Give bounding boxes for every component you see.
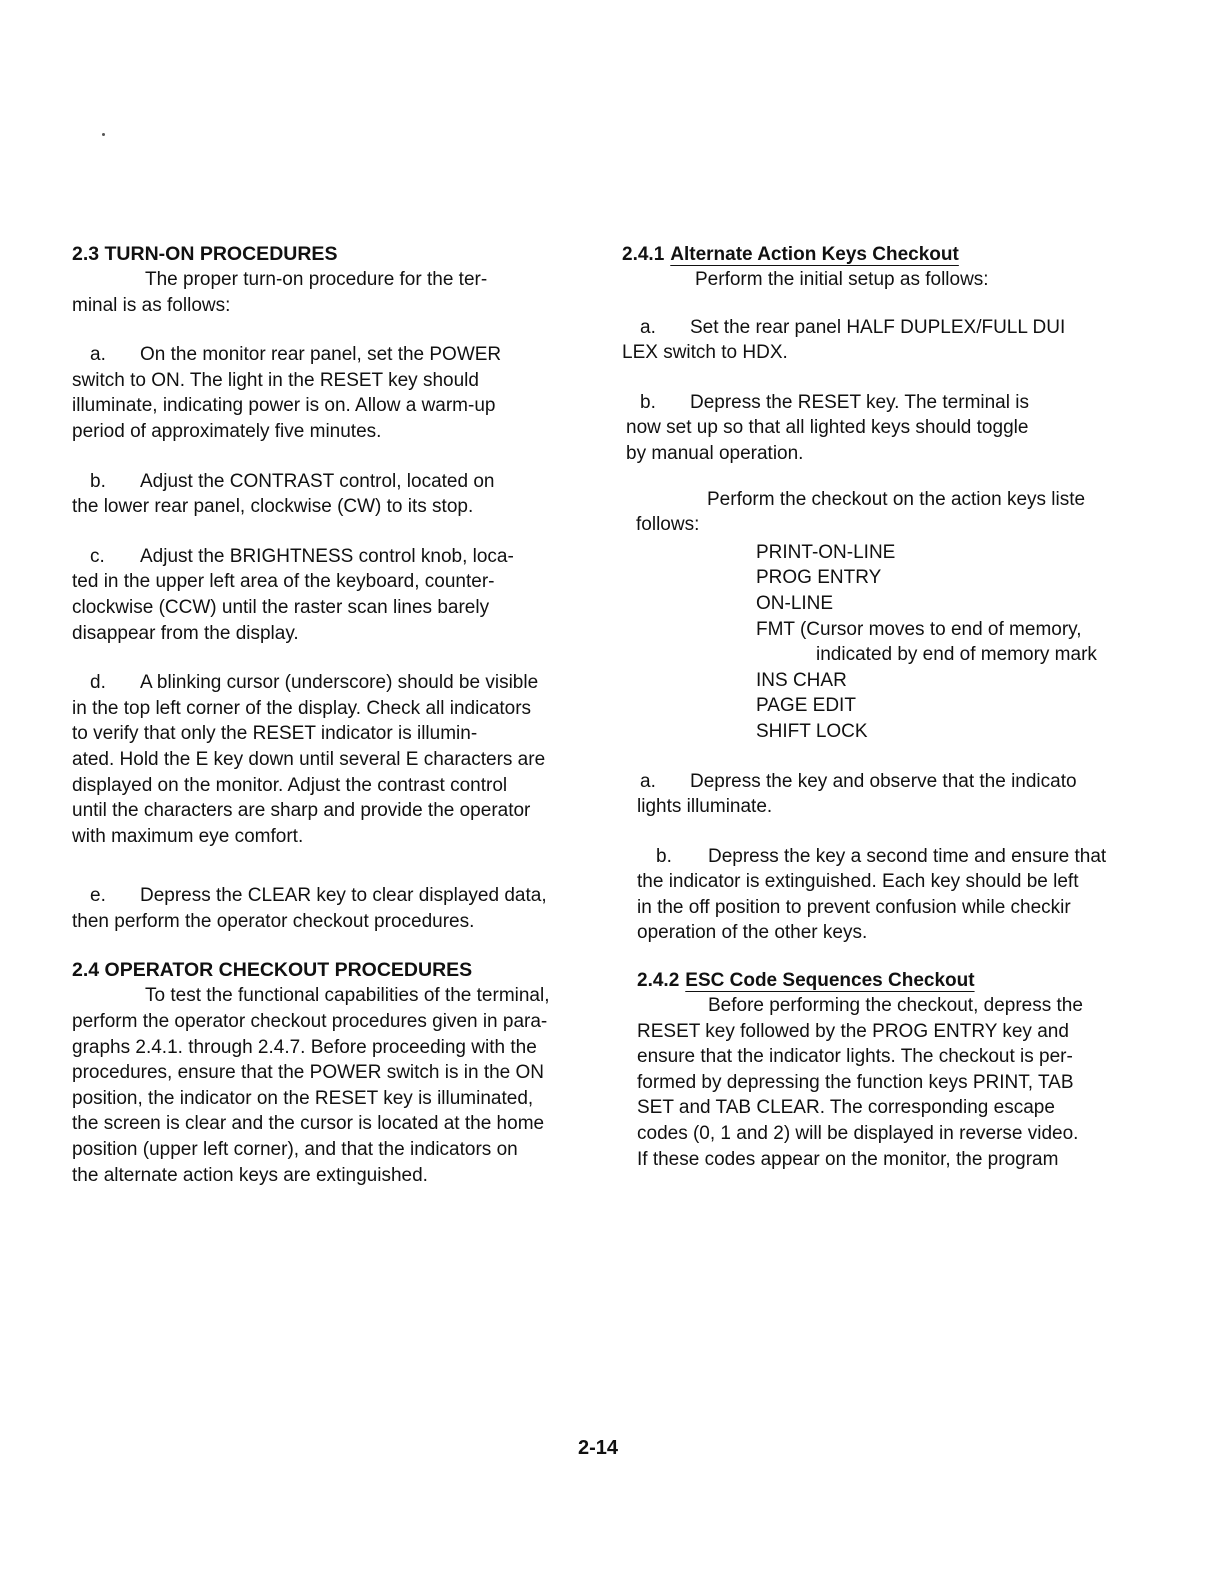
setup-b-line: b. Depress the RESET key. The terminal is bbox=[622, 390, 1137, 416]
step-d-line: d. A blinking cursor (underscore) should be visible bbox=[72, 670, 617, 696]
step-label: b. bbox=[90, 470, 106, 492]
step-b-line: b. Adjust the CONTRAST control, located on bbox=[72, 469, 617, 495]
step-label: b. bbox=[656, 845, 672, 867]
step-c-line: clockwise (CCW) until the raster scan lines barely bbox=[72, 596, 490, 618]
section-2-4-2-line: RESET key followed by the PROG ENTRY key and bbox=[637, 1020, 1069, 1042]
section-2-3-intro-line: The proper turn-on procedure for the ter- bbox=[145, 269, 488, 290]
step-a-line: period of approximately five minutes. bbox=[72, 420, 382, 442]
section-2-4-2-line: SET and TAB CLEAR. The corresponding escape bbox=[637, 1097, 1055, 1119]
step-d-line: until the characters are sharp and provide the operator bbox=[72, 800, 531, 822]
step-label: a. bbox=[640, 316, 656, 338]
step-d-line: with maximum eye comfort. bbox=[72, 825, 304, 847]
check-a-line: a. Depress the key and observe that the indicato bbox=[622, 769, 1137, 795]
scan-speck bbox=[102, 133, 105, 136]
action-key-item: SHIFT LOCK bbox=[756, 720, 868, 742]
section-2-4-line: position, the indicator on the RESET key is illuminated, bbox=[72, 1087, 534, 1109]
section-2-4-2-line: Before performing the checkout, depress the bbox=[708, 995, 1083, 1017]
check-b-line: operation of the other keys. bbox=[637, 922, 868, 944]
step-a-line: illuminate, indicating power is on. Allow a warm-up bbox=[72, 395, 496, 417]
section-2-3-intro-line: minal is as follows: bbox=[72, 294, 231, 316]
check-a-line: lights illuminate. bbox=[637, 796, 773, 818]
check-b-line: the indicator is extinguished. Each key should be left bbox=[637, 871, 1079, 893]
section-2-4-line: the screen is clear and the cursor is located at the home bbox=[72, 1113, 545, 1135]
step-e-line: then perform the operator checkout procedures. bbox=[72, 910, 475, 932]
step-d-line: ated. Hold the E key down until several E characters are bbox=[72, 748, 546, 770]
section-2-4-line: the alternate action keys are extinguished. bbox=[72, 1164, 428, 1186]
step-e-line: e. Depress the CLEAR key to clear displayed data, bbox=[72, 883, 617, 909]
section-2-4-2-line: If these codes appear on the monitor, the program bbox=[637, 1148, 1059, 1170]
action-key-item: ON-LINE bbox=[756, 592, 834, 614]
section-2-4-1-heading: 2.4.1 Alternate Action Keys Checkout bbox=[622, 244, 959, 265]
section-2-4-1-intro: Perform the initial setup as follows: bbox=[695, 269, 989, 290]
check-b-line: in the off position to prevent confusion while checkir bbox=[637, 896, 1071, 918]
step-c-line: c. Adjust the BRIGHTNESS control knob, loca- bbox=[72, 544, 617, 570]
step-d-line: in the top left corner of the display. Check all indicators bbox=[72, 697, 532, 719]
action-key-item: PROG ENTRY bbox=[756, 567, 882, 589]
section-2-3-heading: 2.3 TURN-ON PROCEDURES bbox=[72, 243, 338, 265]
step-label: c. bbox=[90, 545, 105, 567]
check-b-line: b. Depress the key a second time and ensure that bbox=[622, 844, 1137, 870]
section-2-4-line: graphs 2.4.1. through 2.4.7. Before proceeding with the bbox=[72, 1036, 537, 1058]
perform-line: follows: bbox=[636, 514, 700, 536]
step-label: b. bbox=[640, 391, 656, 413]
section-2-4-2-line: formed by depressing the function keys PRINT, TAB bbox=[637, 1071, 1074, 1093]
step-label: e. bbox=[90, 885, 106, 907]
left-column bbox=[72, 242, 617, 1188]
section-2-4-line: position (upper left corner), and that the indicators on bbox=[72, 1139, 518, 1161]
step-a-line: a. On the monitor rear panel, set the POWER bbox=[72, 342, 617, 368]
step-a-line: switch to ON. The light in the RESET key should bbox=[72, 369, 479, 391]
section-2-4-2-line: codes (0, 1 and 2) will be displayed in reverse video. bbox=[637, 1123, 1079, 1145]
perform-line: Perform the checkout on the action keys liste bbox=[707, 488, 1086, 510]
setup-b-line: now set up so that all lighted keys should toggle bbox=[626, 417, 1029, 439]
action-key-item: INS CHAR bbox=[756, 669, 847, 691]
section-2-4-2-heading: 2.4.2 ESC Code Sequences Checkout bbox=[637, 970, 975, 992]
setup-a-line: a. Set the rear panel HALF DUPLEX/FULL DUI bbox=[622, 315, 1137, 341]
action-key-item-continuation: indicated by end of memory mark bbox=[816, 644, 1097, 666]
step-d-line: to verify that only the RESET indicator is illumin- bbox=[72, 723, 478, 745]
action-key-list bbox=[622, 540, 1137, 745]
section-2-4-line: perform the operator checkout procedures given in para- bbox=[72, 1011, 548, 1033]
action-key-item: PRINT-ON-LINE bbox=[756, 541, 896, 563]
right-column bbox=[622, 242, 1137, 1172]
step-b-line: the lower rear panel, clockwise (CW) to its stop. bbox=[72, 496, 474, 518]
step-label: d. bbox=[90, 672, 106, 694]
section-2-4-heading: 2.4 OPERATOR CHECKOUT PROCEDURES bbox=[72, 959, 473, 982]
section-2-4-line: To test the functional capabilities of the terminal, bbox=[145, 985, 550, 1007]
step-d-line: displayed on the monitor. Adjust the contrast control bbox=[72, 774, 508, 796]
step-c-line: disappear from the display. bbox=[72, 622, 299, 644]
step-label: a. bbox=[90, 344, 106, 366]
section-2-4-2-line: ensure that the indicator lights. The checkout is per- bbox=[637, 1046, 1073, 1068]
setup-a-line: LEX switch to HDX. bbox=[622, 342, 788, 364]
action-key-item: FMT (Cursor moves to end of memory, bbox=[756, 618, 1082, 640]
step-label: a. bbox=[640, 770, 656, 792]
action-key-item: PAGE EDIT bbox=[756, 695, 856, 717]
page-number: 2-14 bbox=[578, 1437, 619, 1459]
section-2-4-line: procedures, ensure that the POWER switch is in the ON bbox=[72, 1062, 545, 1084]
step-c-line: ted in the upper left area of the keyboard, counter- bbox=[72, 571, 495, 593]
setup-b-line: by manual operation. bbox=[626, 442, 804, 464]
